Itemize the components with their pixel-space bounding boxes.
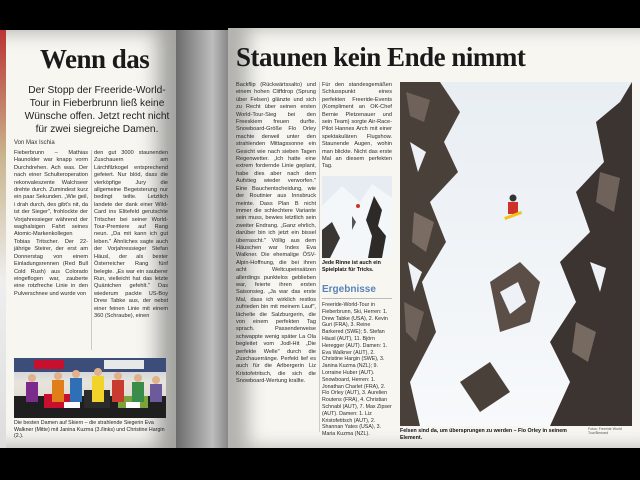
right-article-column-1 (236, 82, 316, 434)
results-rule (322, 298, 392, 299)
right-article-column-2 (322, 82, 392, 174)
podium-photo (14, 358, 166, 418)
page-gutter (176, 30, 228, 448)
article-text: Fieberbrunn – Mathias Haunolder war knapp vorm Durchdrehen. Ach was. Der nach einer Schulteroperation rekonvaleszente Walchseer drehte durch. Zumindest kurz ein paar Sekunden. „Wie geil, i drah durch, des gibt's nit, da ist der Sieger", frohlockte der Vorjahressieger während der waghalsigen Fahrt seines Atomic-Markenkollegen Tobias Tritscher. Der 22-jährige Steirer, der erst am Donnerstag von einem Einladungsrennen (Red Bull Cold Rush) aus Colorado eingeflogen war, zauberte eine rotzfreche Linie in den Pulverschnee und wurde von (14, 150, 88, 297)
main-photo-caption (400, 428, 580, 441)
main-freeride-photo (400, 82, 632, 426)
article-text: Backflip (Rückwärtssalto) und einem hohen Cliffdrop (Sprung über Felsen) glänzte und sich zu Recht über seinen ersten World-Tour-Sieg bei den Freeskiern freuen durfte. Snowboard-Größe Flo Orley machte derweil unter den strahlenden Mittagssonne ein Gesicht wie nach sieben Tagen Regenwetter. „Ich hatte eine extrem fordernde Linie geplant, habe dies aber nach dem Aufstieg wieder verworfen." Eine Bauchentscheidung, wie der Routinier aus Innsbruck meinte. Dass Plan B nicht immer die schlechtere Variante sein muss, bewies letztlich sein zweiter Endrang. „Ganz ehrlich, darüber bin ich jetzt ein bissel überrascht." Völlig aus dem Häuschen war Indes Eva Walkner. Die ehemalige ÖSV-Alpin-Hoffnung, die bei ihren acht Weltcupeinsätzen allerdings punktelos geblieben war, feierte ihren ersten Saisonsieg. „Ja war das erste Mal, dass ich wirklich restlos zufrieden bin mit meinem Lauf", lächelte die Salzburgerin, die von einem perfekten Tag sprach. Passenderweise schwappte wenig später La Ola begleitet vom Jodl-Hit „Die perfekte Welle" durch die Zuschauerränge. Perfekt lief es auch für die Arlbergerin Liz Kristofetritsch, die sich die Snowboard-Wertung krallte. (236, 82, 316, 385)
photo-credit: Fotos: Freeride World Tour/Bernard (588, 427, 622, 435)
left-headline: Wenn das (40, 44, 150, 74)
mountain-rock-illustration (400, 82, 632, 426)
column-divider (91, 150, 92, 350)
left-article-column-2 (94, 150, 168, 352)
small-photo-caption (322, 260, 392, 273)
caption-text: Jede Rinne ist auch ein Spielplatz für Tricks. (322, 260, 381, 273)
left-newspaper-page (0, 30, 176, 448)
podium-illustration (14, 358, 166, 418)
left-edge-strip (0, 30, 6, 448)
lead-paragraph: Der Stopp der Freeride-World-Tour in Fieberbrunn ließ keine Wünsche offen. Jetzt recht nicht für zwei siegreiche Damen. (24, 85, 170, 135)
article-text: den gut 3000 staunenden Zuschauern am Lärchfilzkogel entsprechend gefeiert. Nur blöd, dass die vierköpfige Jury die allgemeine Begeisterung nur bedingt teilte. Letztlich landete der dank einer Wild-Card ins Elitefeld gerutschte Tritscher bei seiner World-Tour-Premiere auf Rang neun. „Da mit kann ich gut leben." Ähnliches sagte auch der Vorjahressieger Stefan Häusl, der als bester Österreicher Rang fünf belegte. „Es war ein sauberer Run, vielleicht hat das letzte Quäntchen gefehlt." Das wiederum packte US-Boy Drew Tabke aus, der nebst einer feinen Linie mit einem 360 (Schraube), einen (94, 150, 168, 319)
right-newspaper-page (228, 28, 640, 448)
left-article-column-1 (14, 150, 88, 352)
caption-text: Die besten Damen auf Skiern – die strahlende Siegerin Eva Walkner (Mitte) mit Janina Kuzma (3./links) und Christine Hargin (2.). (14, 420, 165, 440)
article-text: Für den standesgemäßen Schlusspunkt eines perfekten Freeride-Events (Kompliment an OK-Chef Bernie Pletzenauer und sein Team) sorgte Air-Race-Pilot Hannes Arch mit einer spektakulären Flugshow. Staunende Augen, wohin man blickte. Nicht das erste Mal an diesem perfekten Tag. (322, 82, 392, 170)
freeride-small-photo (322, 176, 392, 258)
byline: Von Max Ischia (14, 140, 55, 146)
results-heading: Ergebnisse (322, 284, 376, 295)
caption-text: Felsen sind da, um übersprungen zu werden – Flo Orley in seinem Element. (400, 428, 567, 441)
column-divider (319, 82, 320, 432)
snowy-slope-illustration (322, 176, 392, 258)
podium-caption (14, 420, 168, 440)
results-text: Freeride-World-Tour in Fieberbrunn, Ski, Herren: 1. Drew Tabke (USA), 2. Kevin Guri (FRA), 3. Reine Barkered (SWE); 5. Stefan Häusl (AUT), 11. Björn Heregger (AUT). Damen: 1. Eva Walkner (AUT), 2. Christine Hargin (SWE), 3. Janina Kuzma (NZL); 9. Lorraine Huber (AUT). Snowboard, Herren: 1. Jonathan Charlet (FRA), 2. Flo Orley (AUT), 3. Aurelien Routens (FRA), 4. Christian Schnabl (AUT), 7. Max Zipser (AUT). Damen: 1. Liz Kristofetitsch (AUT), 2. Shannan Yates (USA), 3. Maria Kuzma (NZL). (322, 302, 392, 438)
right-headline: Staunen kein Ende nimmt (236, 42, 526, 72)
results-box (322, 302, 392, 438)
